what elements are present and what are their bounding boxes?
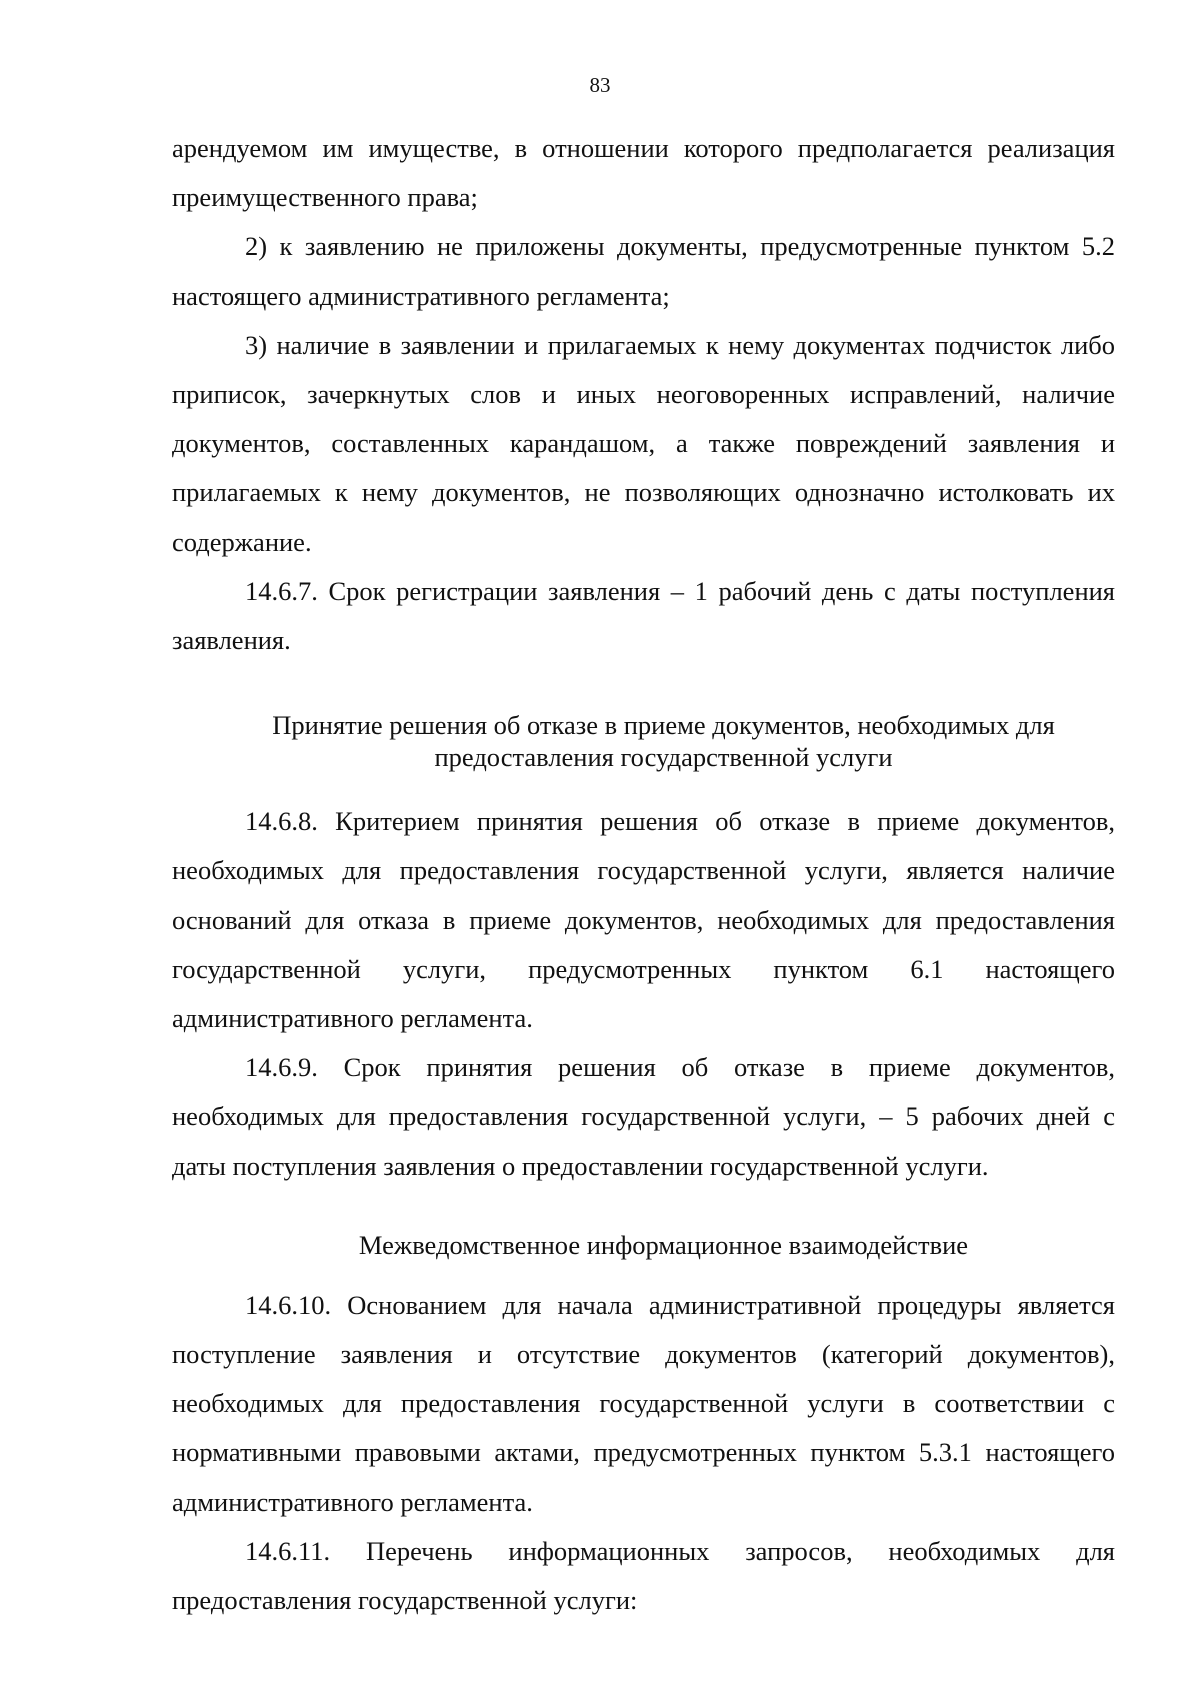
list-item-2: 2) к заявлению не приложены документы, предусмотренные пунктом 5.2 настоящего административного регламента;: [172, 231, 1115, 311]
page-number: 83: [589, 73, 611, 97]
list-item-3: 3) наличие в заявлении и прилагаемых к нему документах подчисток либо приписок, зачеркнутых слов и иных неоговоренных исправлений, наличие документов, составленных карандашом, а также повреждений заявления и прилагаемых к нему документов, не позволяющих однозначно истолковать их содержание.: [172, 329, 1115, 557]
clause-14-6-10: 14.6.10. Основанием для начала административной процедуры является поступление заявления и отсутствие документов (категорий документов), необходимых для предоставления государственной услуги в соответствии с нормативными правовыми актами, предусмотренных пунктом 5.3.1 настоящего административного регламента.: [172, 1289, 1115, 1517]
clause-14-6-8: 14.6.8. Критерием принятия решения об отказе в приеме документов, необходимых для предоставления государственной услуги, является наличие оснований для отказа в приеме документов, необходимых для предоставления государственной услуги, предусмотренных пунктом 6.1 настоящего административного регламента.: [172, 806, 1115, 1034]
section-heading-interagency: Межведомственное информационное взаимодействие: [358, 1229, 969, 1260]
clause-14-6-9: 14.6.9. Срок принятия решения об отказе в приеме документов, необходимых для предоставления государственной услуги, – 5 рабочих дней с даты поступления заявления о предоставлении государственной услуги.: [172, 1052, 1115, 1181]
clause-14-6-7: 14.6.7. Срок регистрации заявления – 1 рабочий день с даты поступления заявления.: [172, 575, 1115, 656]
paragraph-continuation: арендуемом им имуществе, в отношении которого предполагается реализация преимущественного права;: [172, 133, 1115, 213]
document-body: [172, 124, 1115, 1625]
clause-14-6-11: 14.6.11. Перечень информационных запросов, необходимых для предоставления государственной услуги:: [172, 1535, 1115, 1616]
section-heading-refusal: Принятие решения об отказе в приеме документов, необходимых для предоставления государственной услуги: [272, 710, 1055, 773]
